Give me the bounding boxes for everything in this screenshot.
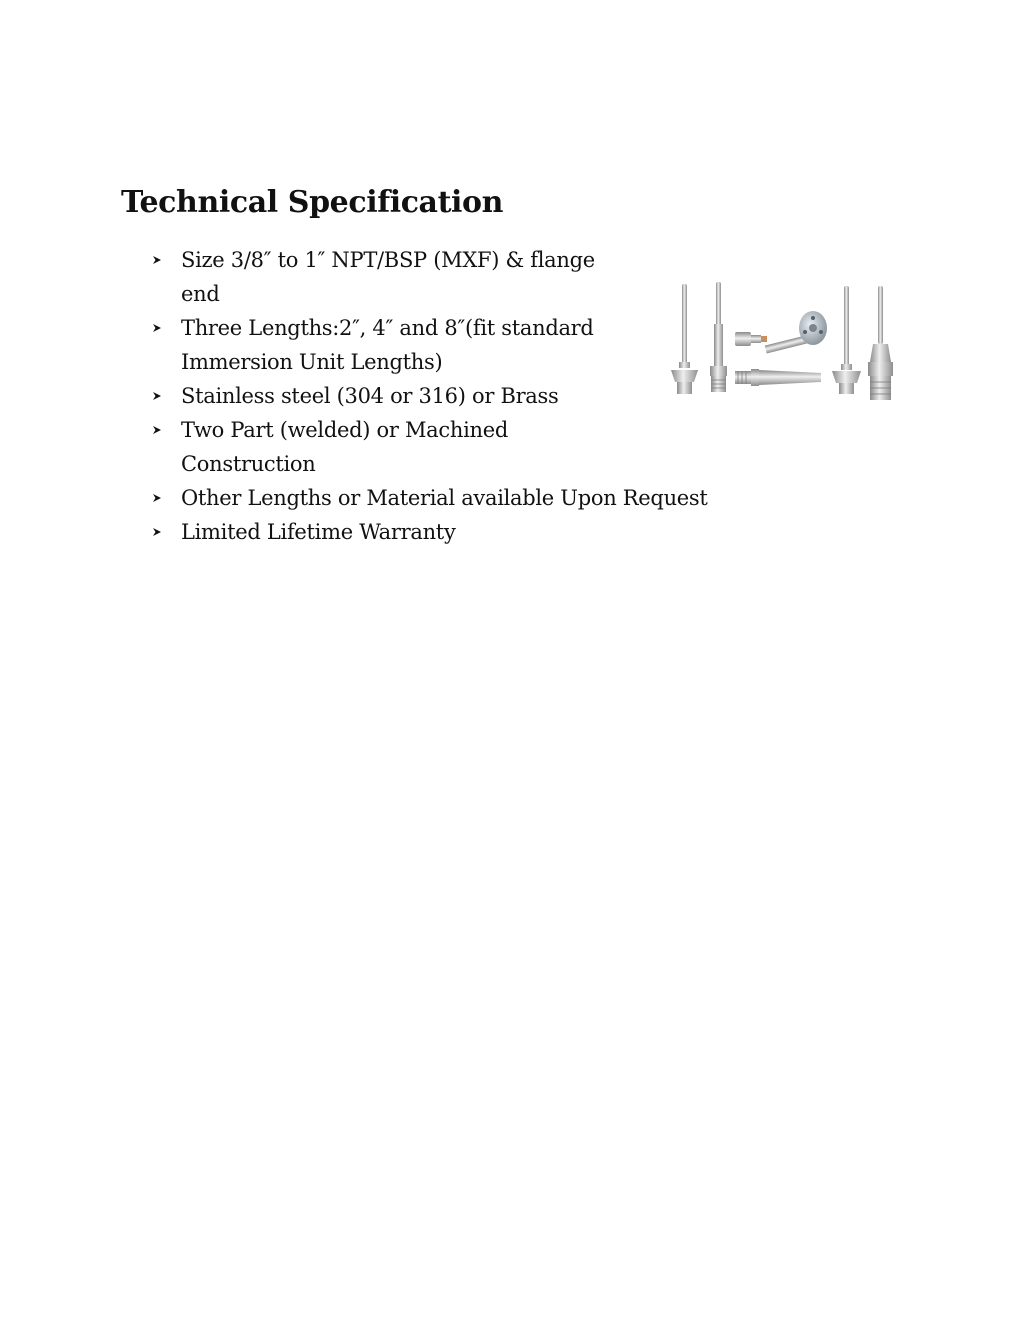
thermowell-3 bbox=[832, 286, 861, 394]
arrowhead-bullet-icon bbox=[150, 515, 164, 549]
spec-text: Three Lengths:2″, 4″ and 8″(fit standard bbox=[181, 316, 594, 340]
spec-text: Stainless steel (304 or 316) or Brass bbox=[181, 384, 559, 408]
list-item bbox=[150, 515, 708, 549]
compression-fitting bbox=[735, 332, 767, 346]
list-item bbox=[150, 311, 708, 379]
page-title: Technical Specification bbox=[121, 185, 504, 220]
spec-list bbox=[150, 243, 708, 549]
arrowhead-bullet-icon bbox=[150, 481, 164, 515]
list-item bbox=[150, 379, 708, 413]
thermowell-4 bbox=[868, 286, 893, 400]
spec-text: Limited Lifetime Warranty bbox=[181, 520, 456, 544]
spec-text-continued: Immersion Unit Lengths) bbox=[181, 350, 443, 374]
threaded-thermowell bbox=[735, 369, 821, 386]
spec-text: Other Lengths or Material available Upon Request bbox=[181, 486, 708, 510]
arrowhead-bullet-icon bbox=[150, 413, 164, 447]
thermowell-product-image bbox=[665, 278, 905, 408]
thermowell-1 bbox=[671, 284, 698, 394]
arrowhead-bullet-icon bbox=[150, 311, 164, 345]
flange-thermowell bbox=[765, 311, 827, 353]
spec-text-continued: end bbox=[181, 282, 220, 306]
list-item bbox=[150, 481, 708, 515]
spec-text: Two Part (welded) or Machined bbox=[181, 418, 508, 442]
arrowhead-bullet-icon bbox=[150, 379, 164, 413]
list-item bbox=[150, 243, 708, 311]
spec-text-continued: Construction bbox=[181, 452, 316, 476]
spec-text: Size 3/8″ to 1″ NPT/BSP (MXF) & flange bbox=[181, 248, 595, 272]
list-item bbox=[150, 413, 708, 481]
arrowhead-bullet-icon bbox=[150, 243, 164, 277]
thermowell-2 bbox=[710, 282, 727, 392]
